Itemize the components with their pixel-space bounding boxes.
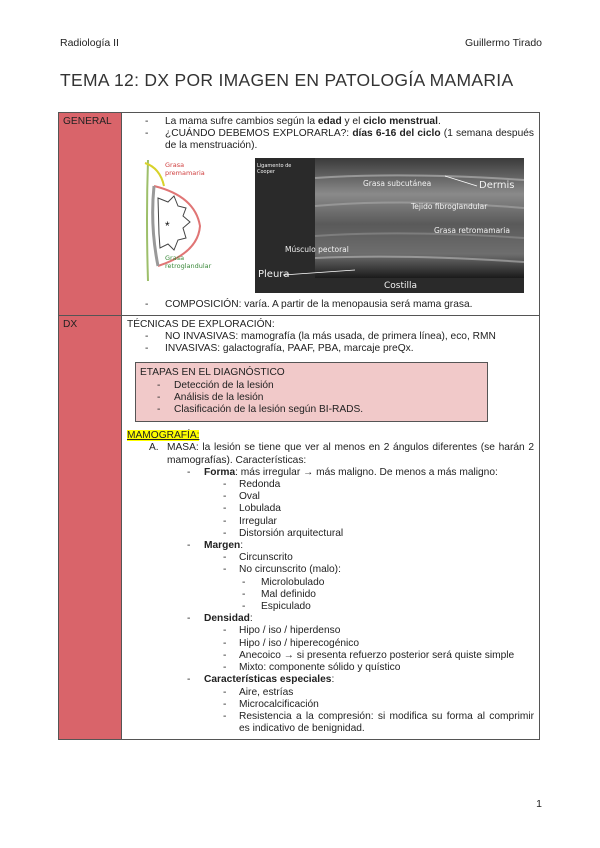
list-item: A. MASA: la lesión se tiene que ver al menos en 2 ángulos diferentes (se harán 2 mamografías). Características: <box>149 442 534 466</box>
general-content <box>122 113 540 316</box>
grasa-premamaria-label: Grasa premamaria <box>165 160 205 177</box>
dermis-label: Dermis <box>479 179 515 191</box>
general-row <box>59 113 540 316</box>
grasa-retroglandular-label: Grasa retroglandular <box>165 253 212 270</box>
list-item: - COMPOSICIÓN: varía. A partir de la menopausia será mama grasa. <box>145 298 473 310</box>
list-item: - Densidad: <box>187 613 253 625</box>
list-item: - Clasificación de la lesión según BI-RADS. <box>157 404 364 416</box>
costilla-label: Costilla <box>384 280 418 291</box>
list-item: - Lobulada <box>223 503 281 515</box>
list-item: - Anecoico → si presenta refuerzo posterior será quiste simple <box>223 649 515 661</box>
header-subject: Radiología II <box>60 37 119 49</box>
musculo-label: Músculo pectoral <box>285 244 349 254</box>
list-item: - La mama sufre cambios según la edad y el ciclo menstrual. <box>145 116 441 127</box>
list-item: - Hipo / iso / hiperdenso <box>223 625 341 637</box>
list-item: - Espiculado <box>242 601 311 613</box>
list-item: - Mal definido <box>242 588 316 600</box>
etapas-box <box>135 362 488 422</box>
list-item: - Oval <box>223 491 260 503</box>
tecnicas-title: TÉCNICAS DE EXPLORACIÓN: <box>127 318 275 330</box>
list-item: - Margen: <box>187 540 244 552</box>
list-item: - Redonda <box>223 479 281 491</box>
list-item: - INVASIVAS: galactografía, PAAF, PBA, marcaje preQx. <box>145 343 414 355</box>
figures-row <box>127 158 534 295</box>
grasa-subcutanea-label: Grasa subcutánea <box>363 178 432 188</box>
list-item: - Resistencia a la compresión: si modifica su forma al comprimir es indicativo de benignidad. <box>223 710 534 735</box>
list-item: - Microcalcificación <box>223 698 319 710</box>
list-item: - Características especiales: <box>187 674 335 686</box>
list-item: - Microlobulado <box>242 576 325 588</box>
mamografia-title: MAMOGRAFÍA: <box>127 430 200 442</box>
list-item: - Forma: más irregular → más maligno. De menos a más maligno: <box>187 466 498 478</box>
list-item: - NO INVASIVAS: mamografía (la más usada, de primera línea), eco, RMN <box>145 331 496 343</box>
grasa-retromamaria-label: Grasa retromamaria <box>434 225 510 235</box>
ultrasound-image <box>255 158 524 293</box>
list-item: - Circunscrito <box>223 552 293 564</box>
etapas-title: ETAPAS EN EL DIAGNÓSTICO <box>140 367 285 379</box>
breast-diagram <box>140 158 218 283</box>
list-item: - Hipo / iso / hiperecogénico <box>223 637 360 649</box>
list-item: - No circunscrito (malo): <box>223 564 341 576</box>
general-label: GENERAL <box>59 113 122 316</box>
page-title: TEMA 12: DX POR IMAGEN EN PATOLOGÍA MAMARIA <box>60 70 514 90</box>
dx-label: DX <box>59 315 122 740</box>
list-item: - Mixto: componente sólido y quístico <box>223 662 401 674</box>
list-item: - Irregular <box>223 515 277 527</box>
list-item: - Detección de la lesión <box>157 379 274 391</box>
pleura-label: Pleura <box>258 268 290 280</box>
tejido-label: Tejido fibroglandular <box>411 201 488 211</box>
list-item: - ¿CUÁNDO DEBEMOS EXPLORARLA?: días 6-16 del ciclo (1 semana después de la menstruación). <box>145 128 534 152</box>
content-table <box>58 112 540 740</box>
list-item: - Análisis de la lesión <box>157 391 264 403</box>
ligamento-label: Ligamento de Cooper <box>257 162 292 175</box>
header-author: Guillermo Tirado <box>464 37 542 49</box>
dx-row <box>59 315 540 740</box>
dx-content <box>122 315 540 740</box>
list-item: - Aire, estrías <box>223 686 294 698</box>
svg-text:*: * <box>165 218 170 233</box>
page-number: 1 <box>536 798 542 810</box>
list-item: - Distorsión arquitectural <box>223 527 344 539</box>
